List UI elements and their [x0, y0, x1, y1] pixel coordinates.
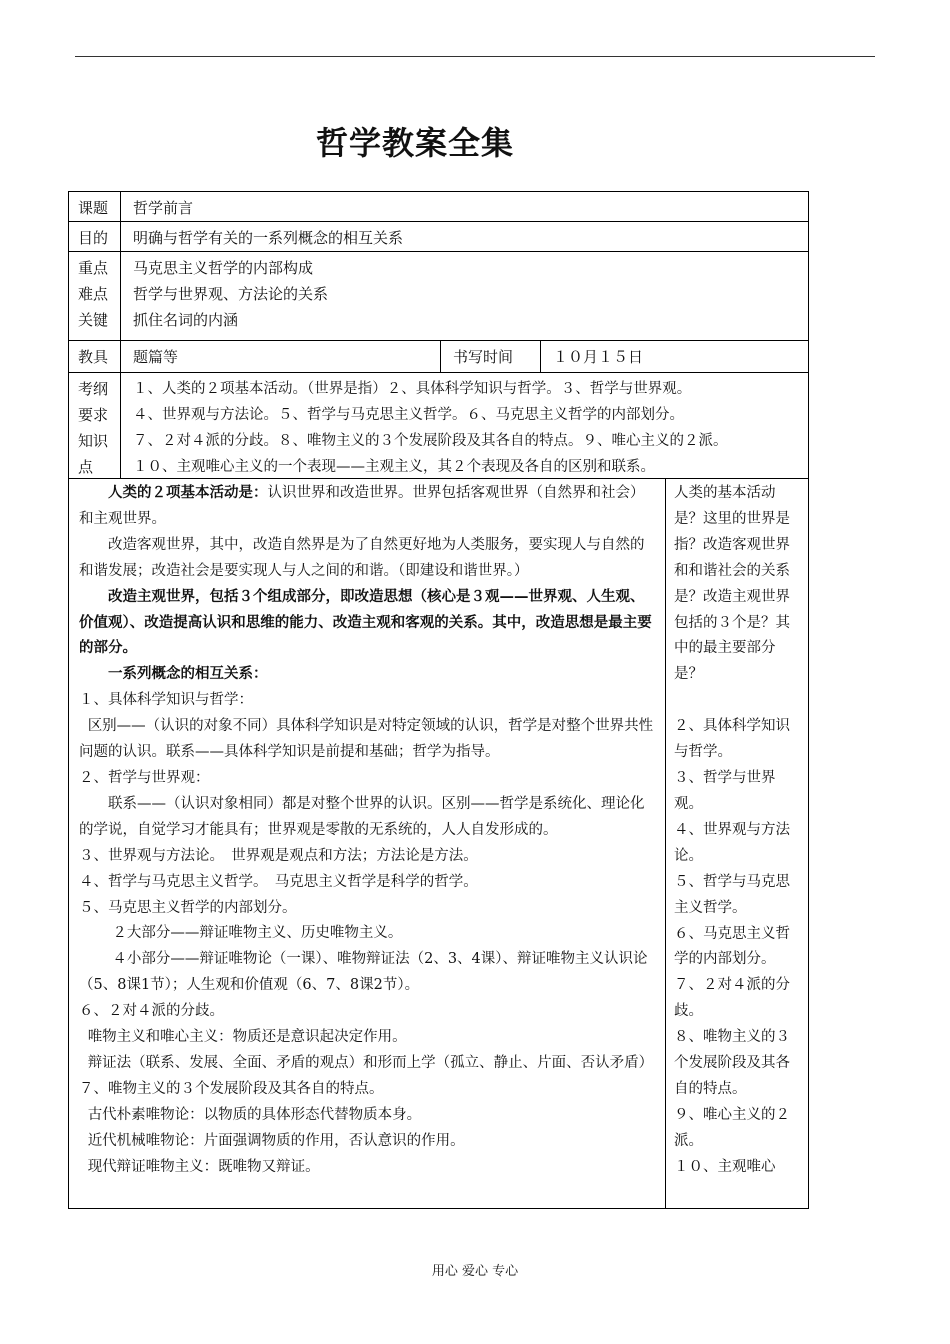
side-item: ９、唯心主义的２派。: [674, 1106, 790, 1149]
side-item: ５、哲学与马克思主义哲学。: [674, 873, 790, 916]
section-item: ６、２对４派的分歧。: [79, 1003, 224, 1020]
main-content: [69, 479, 666, 1208]
keypoints-labels: [69, 252, 121, 340]
row-syllabus: [69, 373, 808, 479]
side-notes: [666, 479, 808, 1208]
paragraph: 改造客观世界，其中，改造自然界是为了自然更好地为人类服务，要实现人与自然的和谐发展；改造社会是要实现人与人之间的和谐。（即建设和谐世界。）: [79, 536, 645, 579]
page-title: 哲学教案全集: [315, 124, 514, 162]
paragraph: 区别——（认识的对象不同）具体科学知识是对特定领域的认识，哲学是对整个世界共性问题的认识。联系——具体科学知识是前提和基础；哲学为指导。: [79, 718, 654, 761]
side-item: ４、世界观与方法论。: [674, 821, 790, 864]
side-question: 人类的基本活动是？这里的世界是指？改造客观世界和和谐社会的关系是？改造主观世界包括的３个是？其中的最主要部分是？: [674, 485, 790, 683]
paragraph: 近代机械唯物论：片面强调物质的作用，否认意识的作用。: [87, 1132, 465, 1149]
bold-paragraph: 改造主观世界，包括３个组成部分，即改造思想（核心是３观——世界观、人生观、价值观）、改造提高认识和思维的能力、改造主观和客观的关系。其中，改造思想是最主要的部分。: [79, 588, 652, 657]
key-label: 关键: [78, 311, 109, 329]
paragraph: 古代朴素唯物论：以物质的具体形态代替物质本身。: [87, 1106, 422, 1123]
aids-value: 题篇等: [121, 341, 441, 372]
write-time-value: １０月１５日: [553, 348, 644, 366]
section-heading: 一系列概念的相互关系：: [108, 666, 268, 683]
side-item: １０、主观唯心: [674, 1158, 776, 1175]
section-item: ５、马克思主义哲学的内部划分。: [79, 899, 297, 916]
section-item: ４、哲学与马克思主义哲学。 马克思主义哲学是科学的哲学。: [79, 873, 478, 890]
row-keypoints: [69, 252, 808, 341]
keypoints-values: [121, 252, 808, 340]
syllabus-points: [121, 373, 808, 478]
syllabus-line: ７、２对４派的分歧。８、唯物主义的３个发展阶段及其各自的特点。９、唯心主义的２派。: [133, 433, 728, 449]
paragraph: [79, 481, 657, 533]
syllabus-label-3: 知识: [78, 432, 109, 450]
key-value: 抓住名词的内涵: [133, 311, 239, 329]
page-footer: 用心 爱心 专心: [431, 1264, 519, 1279]
lesson-plan-table: [68, 191, 809, 1209]
syllabus-line: １、人类的２项基本活动。（世界是指）２、具体科学知识与哲学。３、哲学与世界观。: [133, 381, 692, 397]
paragraph: ２大部分——辩证唯物主义、历史唯物主义。: [112, 925, 403, 942]
keypoint-label: 重点: [78, 259, 109, 277]
row-teaching-aids: [69, 341, 808, 373]
purpose-label: 目的: [69, 222, 121, 251]
header-rule: [75, 56, 875, 57]
paragraph-text: 认识世界和改造世界。世界包括客观世界（自然界和社会）和主观世界。: [79, 485, 645, 527]
section-item: １、具体科学知识与哲学：: [79, 692, 253, 709]
side-item: ３、哲学与世界观。: [674, 770, 776, 812]
syllabus-labels: [69, 373, 121, 478]
keypoint-value: 马克思主义哲学的内部构成: [133, 259, 314, 277]
syllabus-label-1: 考纲: [78, 380, 109, 398]
row-topic: [69, 192, 808, 222]
topic-value: 哲学前言: [133, 199, 194, 217]
topic-label: 课题: [69, 192, 121, 221]
side-item: ８、唯物主义的３个发展阶段及其各自的特点。: [674, 1029, 790, 1097]
syllabus-label-2: 要求: [78, 406, 109, 424]
write-time-label: 书写时间: [441, 341, 541, 372]
section-item: ７、唯物主义的３个发展阶段及其各自的特点。: [79, 1080, 384, 1097]
side-item: ６、马克思主义哲学的内部划分。: [674, 925, 790, 968]
syllabus-line: １０、主观唯心主义的一个表现——主观主义，其２个表现及各自的区别和联系。: [133, 459, 655, 475]
side-item: ７、２对４派的分歧。: [674, 977, 790, 1020]
paragraph: 现代辩证唯物主义：既唯物又辩证。: [87, 1158, 320, 1175]
section-item: ２、哲学与世界观：: [79, 769, 210, 786]
bold-lead: 人类的２项基本活动是：: [108, 485, 268, 501]
aids-label: 教具: [69, 341, 121, 372]
syllabus-label-4: 点: [78, 458, 94, 476]
section-item: ３、世界观与方法论。 世界观是观点和方法；方法论是方法。: [79, 847, 478, 864]
syllabus-line: ４、世界观与方法论。５、哲学与马克思主义哲学。６、马克思主义哲学的内部划分。: [133, 407, 684, 423]
row-content: [69, 479, 808, 1208]
paragraph: 联系——（认识对象相同）都是对整个世界的认识。区别——哲学是系统化、理论化的学说，自觉学习才能具有；世界观是零散的无系统的，人人自发形成的。: [79, 795, 645, 838]
difficulty-value: 哲学与世界观、方法论的关系: [133, 285, 329, 303]
paragraph: 唯物主义和唯心主义：物质还是意识起决定作用。: [87, 1029, 407, 1046]
purpose-value: 明确与哲学有关的一系列概念的相互关系: [133, 229, 404, 247]
paragraph: ４小部分——辩证唯物论（一课）、唯物辩证法（2、3、4课）、辩证唯物主义认识论（5、8课1节）；人生观和价值观（6、7、8课2节）。: [79, 951, 648, 994]
row-purpose: [69, 222, 808, 252]
difficulty-label: 难点: [78, 285, 109, 303]
side-item: ２、具体科学知识与哲学。: [674, 718, 790, 761]
paragraph: 辩证法（联系、发展、全面、矛盾的观点）和形而上学（孤立、静止、片面、否认矛盾）: [87, 1054, 654, 1071]
